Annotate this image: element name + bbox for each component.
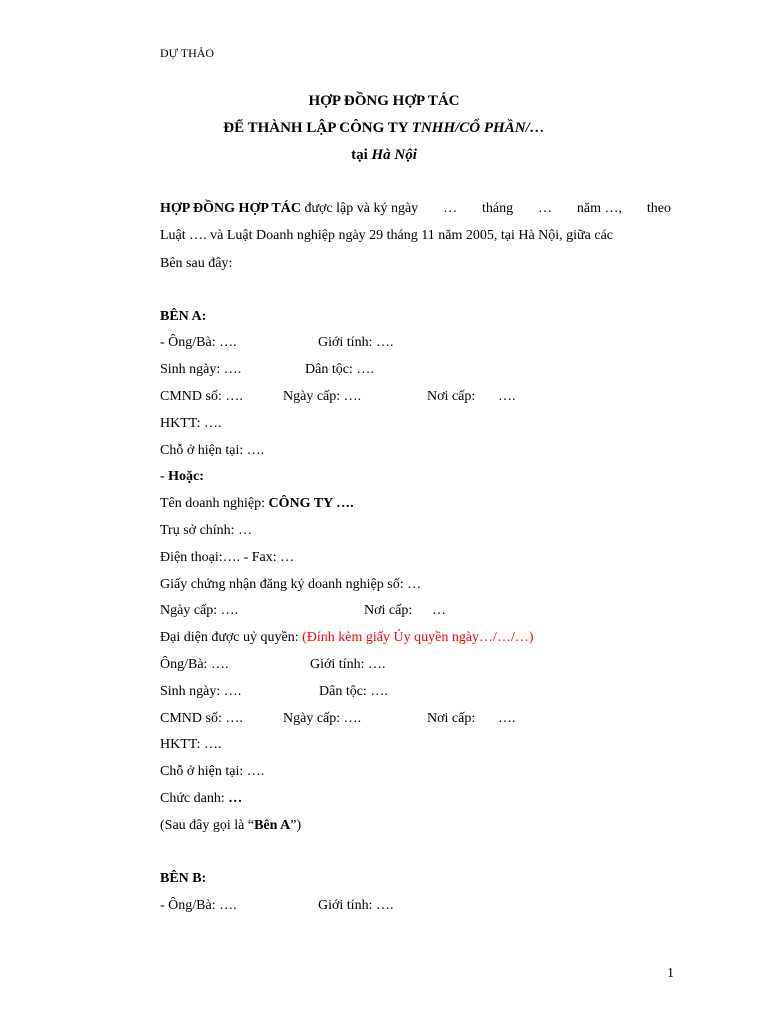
location-city: Hà Nội	[371, 147, 417, 163]
a2-noi-cap-value: ….	[498, 711, 516, 726]
a1-ngay-cap: Ngày cấp: ….	[283, 389, 362, 404]
company-representative: Đại diện được uỷ quyền: (Đính kèm giấy Ủy quyền ngày…/…/…)	[160, 630, 534, 645]
b-gioi-tinh: Giới tính: ….	[318, 898, 394, 913]
ben-b-heading: BÊN B:	[160, 871, 207, 886]
intro-line-1: HỢP ĐỒNG HỢP TÁC được lập và ký ngày … tháng … năm …, theo	[160, 201, 671, 216]
company-noi-cap-label: Nơi cấp:	[364, 603, 413, 618]
company-name: Tên doanh nghiệp: CÔNG TY ….	[160, 496, 354, 511]
company-tru-so: Trụ sở chính: …	[160, 523, 253, 538]
draft-label: DỰ THẢO	[160, 46, 215, 60]
a2-ngay-cap: Ngày cấp: ….	[283, 711, 362, 726]
a1-gioi-tinh: Giới tính: ….	[318, 335, 394, 350]
authorization-note: (Đính kèm giấy Ủy quyền ngày…/…/…)	[302, 630, 534, 645]
ben-a-alias: (Sau đây gọi là “Bên A”)	[160, 818, 302, 833]
or-label: - Hoặc:	[160, 469, 204, 484]
company-ngay-cap: Ngày cấp: ….	[160, 603, 239, 618]
a1-cho-o: Chỗ ở hiện tại: ….	[160, 443, 265, 458]
b-ong-ba: - Ông/Bà: ….	[160, 898, 237, 913]
ben-a-heading: BÊN A:	[160, 309, 207, 324]
a1-cmnd: CMND số: ….	[160, 389, 243, 404]
a2-cho-o: Chỗ ở hiện tại: ….	[160, 764, 265, 779]
a1-sinh-ngay: Sinh ngày: ….	[160, 362, 242, 377]
intro-line-2: Luật …. và Luật Doanh nghiệp ngày 29 tháng 11 năm 2005, tại Hà Nội, giữa các	[160, 228, 614, 243]
location-prefix: tại	[351, 147, 372, 163]
a2-hktt: HKTT: ….	[160, 737, 222, 752]
a1-dan-toc: Dân tộc: ….	[305, 362, 374, 377]
subtitle-italic: TNHH/CỔ PHẦN/…	[411, 120, 545, 136]
page-number: 1	[667, 966, 674, 981]
a2-gioi-tinh: Giới tính: ….	[310, 657, 386, 672]
a2-cmnd: CMND số: ….	[160, 711, 243, 726]
a2-dan-toc: Dân tộc: ….	[319, 684, 388, 699]
contract-location	[0, 147, 768, 164]
company-noi-cap-value: …	[432, 603, 446, 618]
a2-ong-ba: Ông/Bà: ….	[160, 657, 229, 672]
a2-sinh-ngay: Sinh ngày: ….	[160, 684, 242, 699]
a1-noi-cap-label: Nơi cấp:	[427, 389, 476, 404]
intro-lead: HỢP ĐỒNG HỢP TÁC được lập và ký ngày	[160, 201, 419, 216]
contract-subtitle	[0, 120, 768, 137]
a1-noi-cap-value: ….	[498, 389, 516, 404]
intro-line-3: Bên sau đây:	[160, 256, 233, 271]
a1-ong-ba: - Ông/Bà: ….	[160, 335, 237, 350]
a2-chuc-danh: Chức danh: …	[160, 791, 243, 806]
subtitle-bold: ĐỂ THÀNH LẬP CÔNG TY	[223, 120, 412, 136]
company-business-cert: Giấy chứng nhận đăng ký doanh nghiệp số: …	[160, 577, 422, 592]
contract-title: HỢP ĐỒNG HỢP TÁC	[308, 93, 460, 109]
a1-hktt: HKTT: ….	[160, 416, 222, 431]
a2-noi-cap-label: Nơi cấp:	[427, 711, 476, 726]
company-phone-fax: Điện thoại:…. - Fax: …	[160, 550, 295, 565]
